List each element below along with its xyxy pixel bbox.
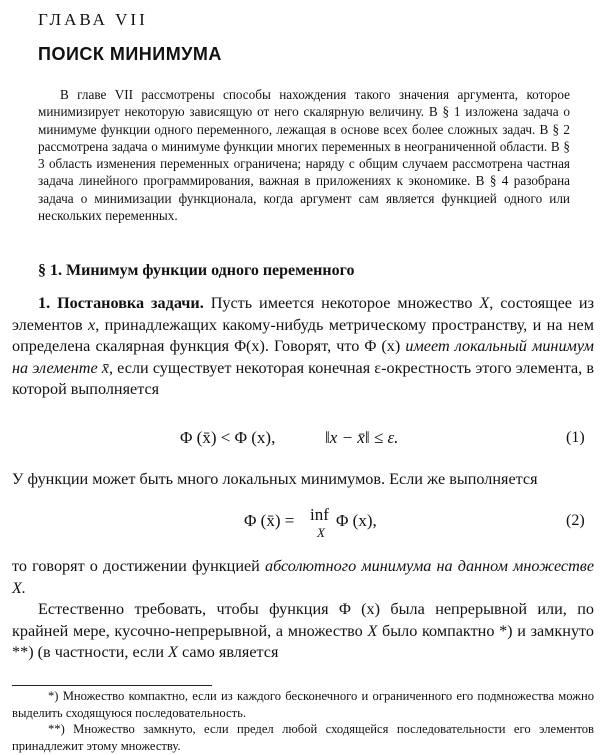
subsection-title: 1. Постановка задачи. — [38, 294, 204, 312]
p1-italic-definition: имеет локальный минимум на элементе x̄, — [12, 337, 594, 377]
p1-phi: Φ(x) — [234, 337, 265, 355]
p4-text-a: Естественно требовать, чтобы функция — [38, 600, 339, 618]
p4-set-X: X — [367, 621, 378, 640]
p1-var-x: x — [88, 315, 96, 334]
equation-1-lhs: Φ (x̄) < Φ (x), — [180, 428, 276, 447]
paragraph-absolute-minimum — [12, 556, 594, 599]
p1-text-b: , состоящее из элементов — [12, 294, 594, 334]
p1-text-a: Пусть имеется некоторое множество — [203, 294, 480, 312]
equation-2-subscript: X — [317, 525, 325, 540]
paragraph-problem-statement — [12, 293, 594, 401]
p4-text-c: было компактно *) и замкнуто **) (в частности, если — [12, 621, 595, 661]
footnote-compact: *) Множество компактно, если из каждого бесконечного и ограниченного его подмножества можно выделить сходящуюся последовательность. — [12, 689, 594, 720]
p3-italic: абсолютного минимума на данном множестве X. — [12, 557, 594, 597]
equation-2-lhs: Φ (x̄) = — [244, 511, 295, 530]
p4-text-b: была непрерывной или, по крайней мере, кусочно-непрерывной, а множество — [12, 600, 594, 640]
footnote-closed: **) Множество замкнуто, если предел любой сходящейся последовательности его элементов принадлежит этому множеству. — [12, 722, 594, 753]
p1-text-c: , принадлежащих какому-нибудь метрическому пространству, и на нем определена скалярная функция — [12, 315, 594, 355]
p4-text-d: само является — [177, 643, 279, 661]
p1-text-d: . Говорят, что — [264, 337, 365, 355]
chapter-label: ГЛАВА VII — [38, 10, 148, 29]
p3-text-a: то говорят о достижении функцией — [12, 557, 265, 575]
paragraph-continuity — [12, 599, 594, 664]
p4-phi: Φ (x) — [338, 600, 381, 618]
chapter-intro: В главе VII рассмотрены способы нахождения такого значения аргумента, которое минимизирует некоторую зависящую от него скалярную величину. В § 1 изложена задача о минимуме функции одного переменного, лежащая в основе всех более сложных задач. В § 2 рассмотрена задача о минимуме функции многих переменных в неограниченной области. В § 3 область изменения переменных ограничена; наряду с общим случаем рассмотрена частная задача линейного программирования, важная в приложениях к экономике. В § 4 разобрана задача о минимизации функционала, когда аргумент сам является функцией одного или нескольких переменных. — [38, 87, 570, 224]
p1-text-e: если существует некоторая конечная ε-окрестность этого элемента, в которой выполняется — [12, 358, 594, 398]
p1-set-X: X — [479, 294, 490, 312]
paragraph-local-minima: У функции может быть много локальных минимумов. Если же выполняется — [12, 470, 538, 488]
p1-phi-2: Φ (x) — [364, 337, 401, 355]
p4-set-X-2: X — [168, 643, 178, 661]
equation-1-number: (1) — [566, 429, 585, 446]
section-title: § 1. Минимум функции одного переменного — [38, 262, 355, 279]
equation-2-inf: inf — [310, 505, 329, 524]
chapter-title: ПОИСК МИНИМУМА — [38, 44, 222, 64]
equation-2-rhs: Φ (x), — [336, 511, 377, 530]
equation-2-number: (2) — [566, 512, 585, 529]
footnote-divider — [12, 685, 212, 686]
equation-1-rhs: ‖x − x̄‖ ≤ ε. — [325, 428, 399, 447]
